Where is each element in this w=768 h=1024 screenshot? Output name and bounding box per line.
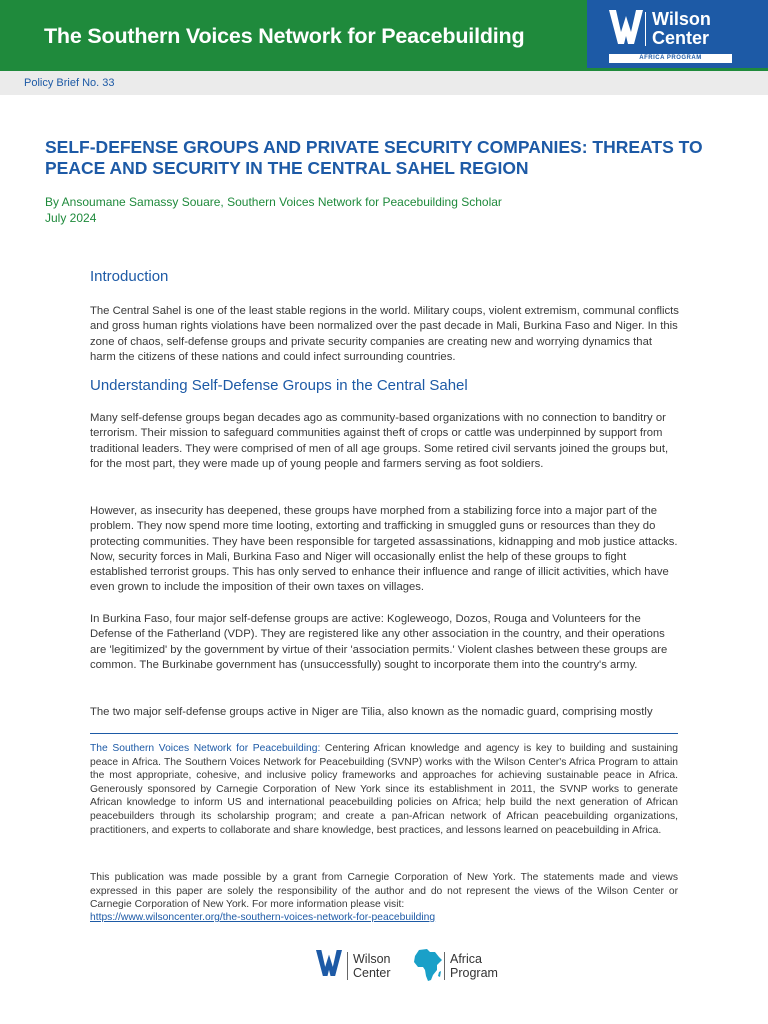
paragraph: However, as insecurity has deepened, these groups have morphed from a stabilizing force into a major part of the problem. They now spend more time looting, extorting and trafficking in smuggled guns or resources than they do protecting communities. They have been responsible for targeted assassinations, kidnapping and mob justice attacks. Now, security forces in Mali, Burkina Faso and Niger will occasionally enlist the help of these groups to fight established terrorist groups. This has only served to enhance their influence and range of illicit activities, which have even grown to include the imposition of their own taxes on villages. bbox=[90, 505, 678, 594]
svnp-link[interactable]: https://www.wilsoncenter.org/the-southern-voices-network-for-peacebuilding bbox=[90, 912, 436, 923]
logo-word-center: Center bbox=[652, 28, 710, 48]
bottom-wilson-logo bbox=[316, 950, 342, 981]
bottom-wilson-word1: Wilson bbox=[353, 952, 391, 966]
section-heading-self-defense-groups: Understanding Self-Defense Groups in the Central Sahel bbox=[90, 377, 468, 394]
policy-brief-number: Policy Brief No. 33 bbox=[24, 77, 115, 89]
bottom-wilson-word2: Center bbox=[353, 966, 391, 980]
footer-divider bbox=[90, 733, 678, 734]
africa-map-icon bbox=[413, 948, 443, 982]
bottom-africa-word1: Africa bbox=[450, 952, 482, 966]
bottom-africa-divider bbox=[444, 952, 445, 980]
paragraph: The Central Sahel is one of the least stable regions in the world. Military coups, violent extremism, communal conflicts and gross human rights violations have been normalized over the past decade in Mali, Burkina Faso and Niger. In this zone of chaos, self-defense groups and private security companies are creating new and worrying dynamics that harm the citizens of these nations and could infect surrounding countries. bbox=[90, 305, 679, 363]
logo-divider bbox=[645, 12, 646, 46]
logo-word-wilson: Wilson bbox=[652, 9, 711, 29]
about-svnp bbox=[90, 742, 678, 837]
banner-title: The Southern Voices Network for Peacebuilding bbox=[44, 24, 525, 48]
wilson-w-icon bbox=[316, 950, 342, 976]
publication-date: July 2024 bbox=[45, 211, 97, 225]
paragraph: Many self-defense groups began decades ago as community-based organizations with no connection to banditry or terrorism. Their mission to safeguard communities against theft of crops or cattle was underpinned by support from traditional leaders. They were comprised of men of all age groups. Some retired civil servants joined the groups but, for the most part, they were made up of young people and farmers serving as foot soldiers. bbox=[90, 412, 669, 470]
wilson-w-icon bbox=[609, 10, 643, 44]
logo-program-label: AFRICA PROGRAM bbox=[609, 54, 732, 63]
about-svnp-text: Centering African knowledge and agency is key to building and sustaining peace in Africa. The Southern Voices Network for Peacebuilding (SVNP) works with the Wilson Center's Africa Program to attain the most appropriate, cohesive, and inclusive policy frameworks and approaches for achieving sustainable peace in Africa. Generously sponsored by Carnegie Corporation of New York since its establishment in 2011, the SVNP works to generate African knowledge to inform US and international peacebuilding policies on Africa; help build the next generation of African peacebuilders through its scholarship program; and create a pan-African network of African peacebuilding organizations, practitioners, and experts to collaborate and share knowledge, best practices, and lessons learned on peacebuilding in Africa. bbox=[90, 743, 678, 836]
about-svnp-lead: The Southern Voices Network for Peacebuilding: bbox=[90, 743, 321, 754]
bottom-africa-word2: Program bbox=[450, 966, 498, 980]
bottom-africa-logo bbox=[413, 948, 443, 987]
document-title: SELF-DEFENSE GROUPS AND PRIVATE SECURITY COMPANIES: THREATS TO PEACE AND SECURITY IN THE CENTRAL SAHEL REGION bbox=[45, 137, 703, 178]
grant-statement: This publication was made possible by a grant from Carnegie Corporation of New York. The statements made and views expressed in this paper are solely the responsibility of the author and do not represent the views of the Wilson Center or Carnegie Corporation of New York. For more information please visit: bbox=[90, 872, 678, 911]
paragraph: In Burkina Faso, four major self-defense groups are active: Kogleweogo, Dozos, Rouga and Volunteers for the Defense of the Fatherland (VDP). They are registered like any other association in the country, and their operations are 'legitimized' by the government by virtue of their 'association permits.' Violent clashes between these groups are common. The Burkinabe government has (unsuccessfully) sought to incorporate them into the country's army. bbox=[90, 613, 668, 671]
byline: By Ansoumane Samassy Souare, Southern Voices Network for Peacebuilding Scholar bbox=[45, 195, 502, 209]
section-heading-introduction: Introduction bbox=[90, 268, 169, 285]
paragraph: The two major self-defense groups active in Niger are Tilia, also known as the nomadic guard, comprising mostly bbox=[90, 706, 653, 718]
bottom-logo-divider bbox=[347, 952, 348, 980]
policy-brief-band bbox=[0, 71, 768, 95]
